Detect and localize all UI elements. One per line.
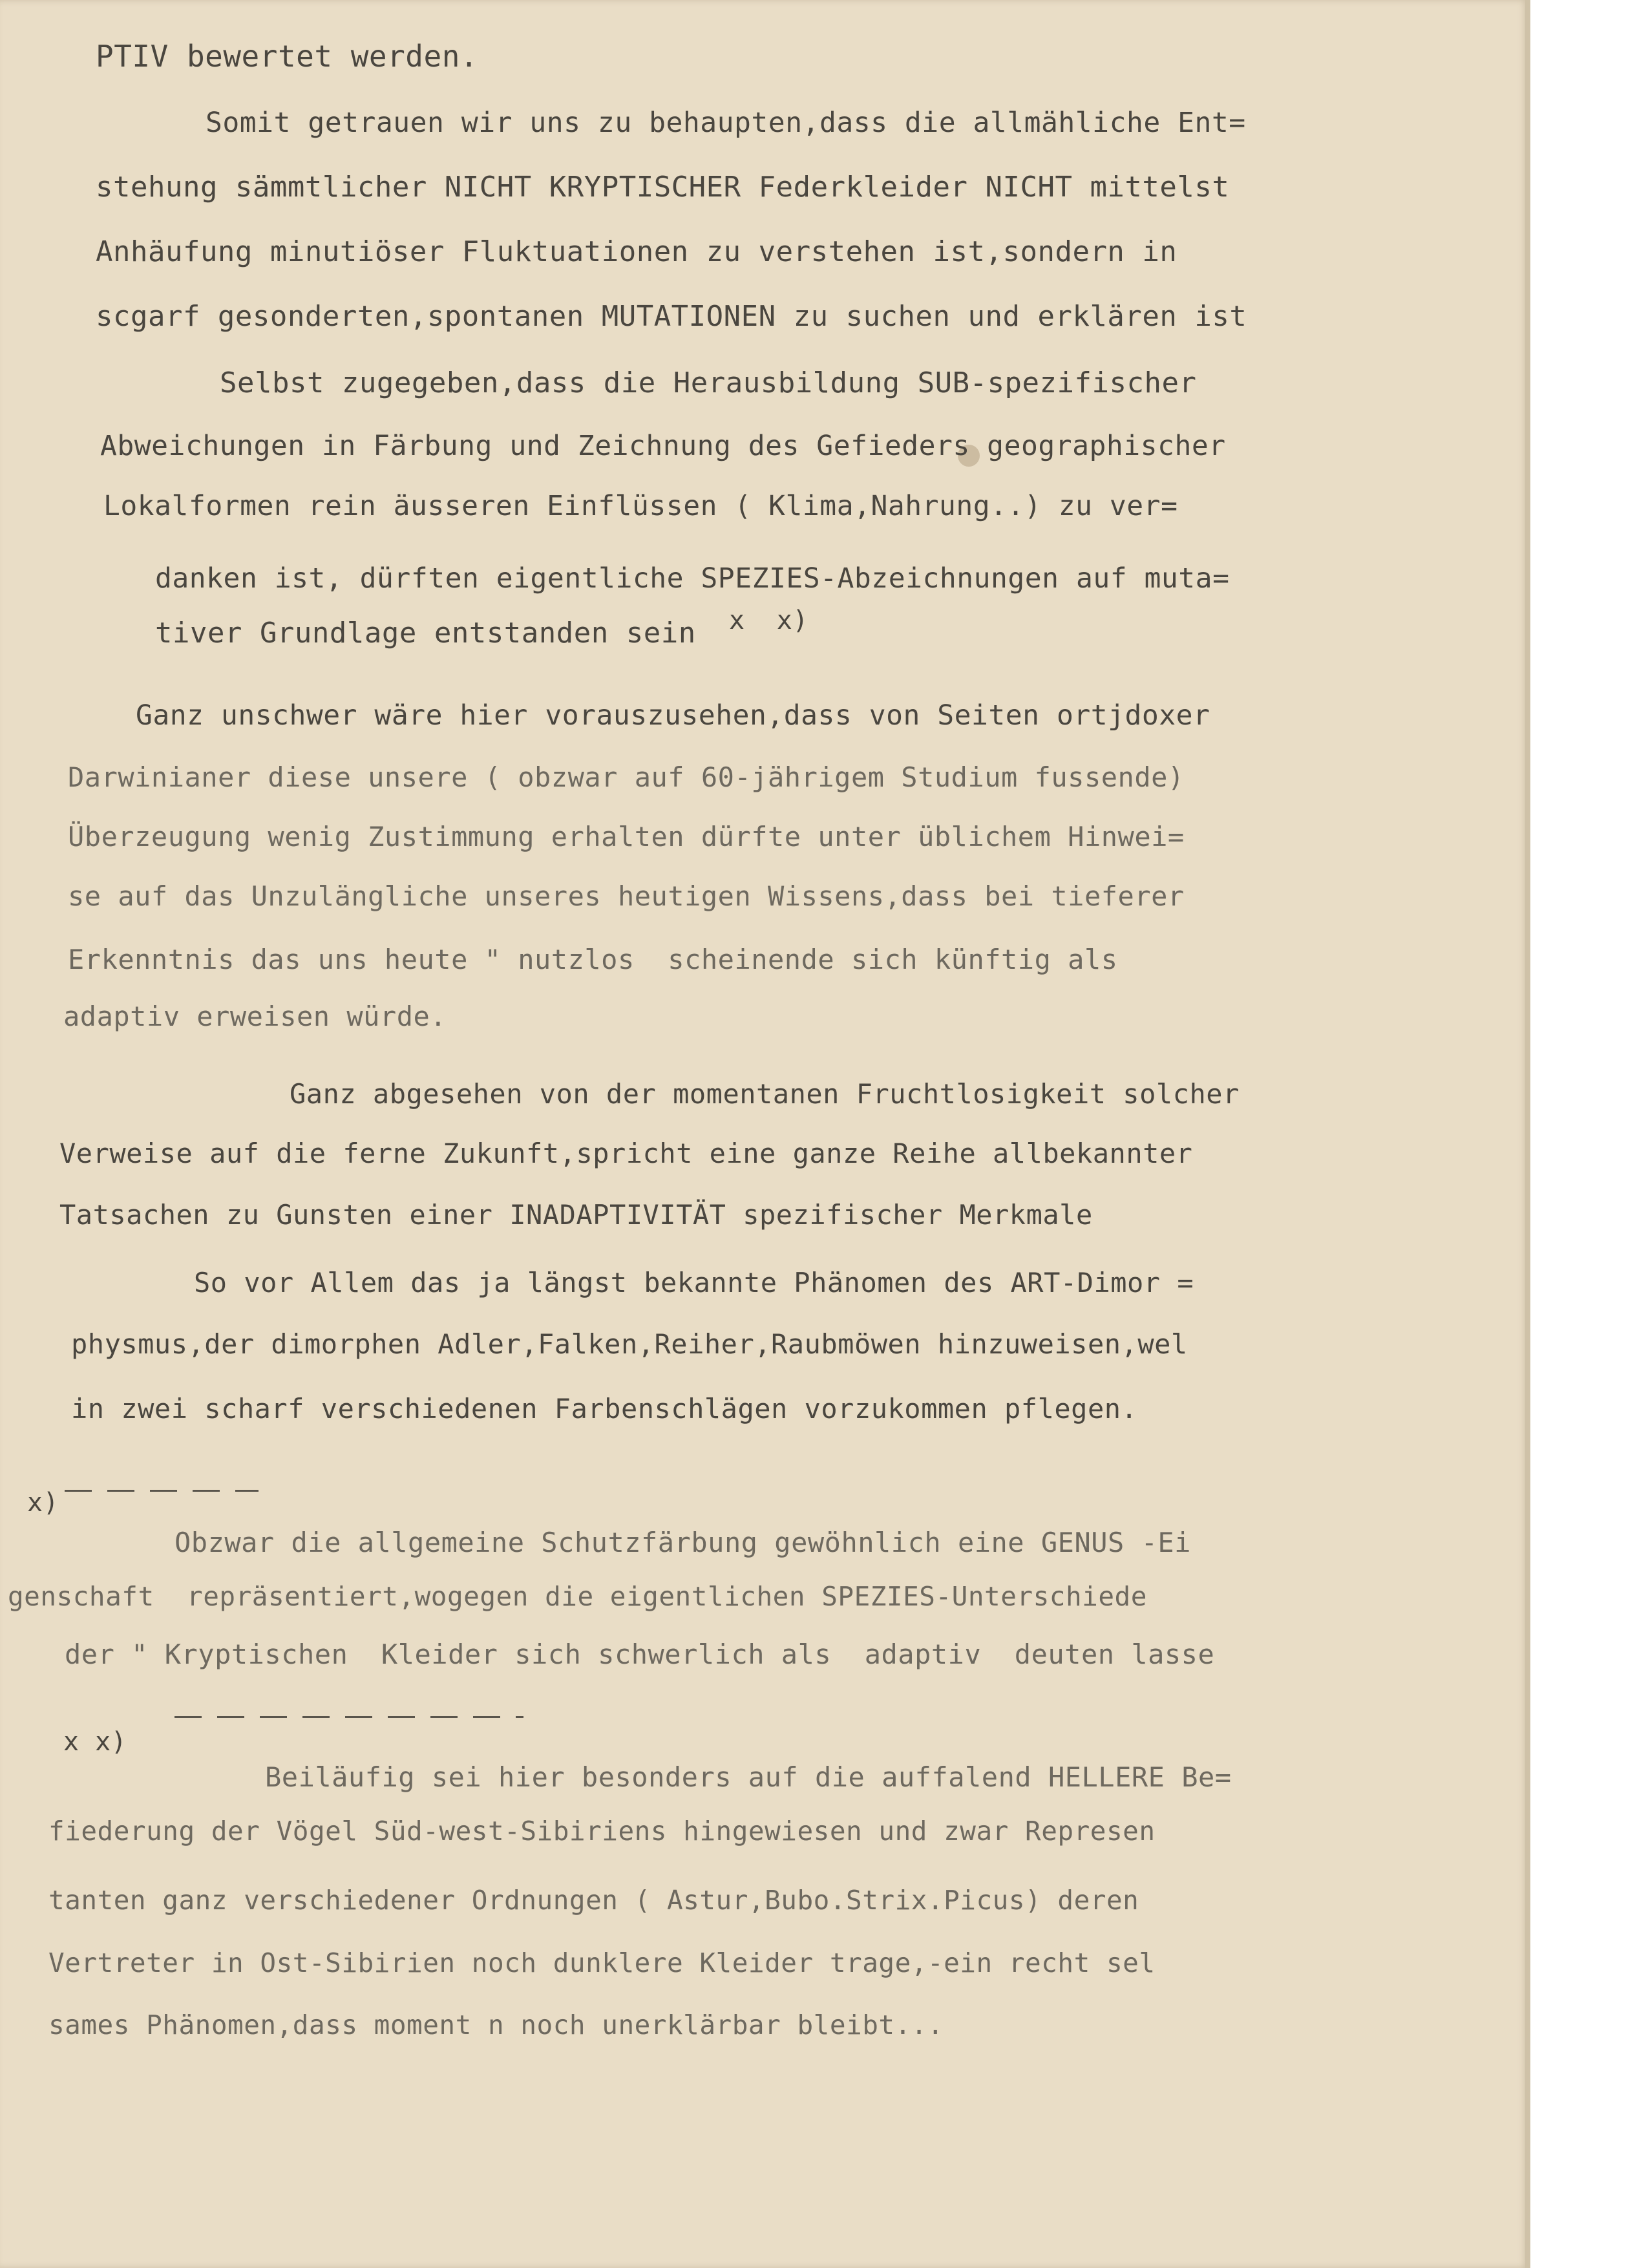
footnote-1-line-2: genschaft repräsentiert,wogegen die eigentlichen SPEZIES-Unterschiede — [8, 1581, 1147, 1612]
footnote-2-line-3: tanten ganz verschiedener Ordnungen ( Astur,Bubo.Strix.Picus) deren — [48, 1885, 1139, 1916]
footnote-marker-x: x) — [27, 1488, 59, 1518]
footnote-1-line-1: Obzwar die allgemeine Schutzfärbung gewöhnlich eine GENUS -Ei — [174, 1527, 1191, 1558]
line-15: Erkenntnis das uns heute " nutzlos scheinende sich künftig als — [68, 944, 1118, 975]
footnote-2-line-4: Vertreter in Ost-Sibirien noch dunklere Kleider trage,-ein recht sel — [48, 1947, 1156, 1978]
line-18: Verweise auf die ferne Zukunft,spricht eine ganze Reihe allbekannter — [59, 1138, 1193, 1169]
line-06: Selbst zugegeben,dass die Herausbildung SUB-spezifischer — [220, 366, 1197, 399]
line-02: Somit getrauen wir uns zu behaupten,dass die allmähliche Ent= — [206, 107, 1246, 139]
line-01: PTIV bewertet werden. — [96, 39, 479, 74]
footnote-marker-xx: x x) — [729, 606, 808, 635]
line-13: Überzeugung wenig Zustimmung erhalten dürfte unter üblichem Hinwei= — [68, 821, 1185, 853]
footnote-2-line-2: fiederung der Vögel Süd-west-Sibiriens hingewiesen und zwar Represen — [48, 1816, 1156, 1847]
line-16: adaptiv erweisen würde. — [63, 1001, 447, 1032]
page-edge — [1525, 0, 1530, 2268]
line-09: danken ist, dürften eigentliche SPEZIES-Abzeichnungen auf muta= — [155, 562, 1230, 595]
line-03: stehung sämmtlicher NICHT KRYPTISCHER Federkleider NICHT mittelst — [96, 171, 1230, 204]
footnote-marker-xx-2: x x) — [63, 1727, 127, 1757]
line-07: Abweichungen in Färbung und Zeichnung des Gefieders geographischer — [100, 430, 1226, 462]
line-14: se auf das Unzulängliche unseres heutigen Wissens,dass bei tieferer — [68, 880, 1185, 912]
line-22: in zwei scharf verschiedenen Farbenschlägen vorzukommen pflegen. — [71, 1393, 1138, 1425]
line-08: Lokalformen rein äusseren Einflüssen ( Klima,Nahrung..) zu ver= — [103, 490, 1178, 522]
footnote-separator — [65, 1490, 259, 1492]
footnote-1-line-3: der " Kryptischen Kleider sich schwerlich als adaptiv deuten lasse — [65, 1638, 1215, 1670]
line-17: Ganz abgesehen von der momentanen Fruchtlosigkeit solcher — [290, 1078, 1240, 1110]
line-19: Tatsachen zu Gunsten einer INADAPTIVITÄT spezifischer Merkmale — [59, 1199, 1093, 1231]
line-20: So vor Allem das ja längst bekannte Phänomen des ART-Dimor = — [194, 1267, 1194, 1298]
footnote-separator-2 — [174, 1716, 523, 1718]
footnote-2-line-1: Beiläufig sei hier besonders auf die auffalend HELLERE Be= — [265, 1761, 1232, 1793]
line-10: tiver Grundlage entstanden sein — [155, 617, 696, 650]
line-11: Ganz unschwer wäre hier vorauszusehen,dass von Seiten ortjdoxer — [136, 699, 1210, 732]
line-05: scgarf gesonderten,spontanen MUTATIONEN zu suchen und erklären ist — [96, 300, 1247, 333]
footnote-2-line-5: sames Phänomen,dass moment n noch unerklärbar bleibt... — [48, 2009, 944, 2040]
line-12: Darwinianer diese unsere ( obzwar auf 60-jährigem Studium fussende) — [68, 761, 1185, 793]
line-04: Anhäufung minutiöser Fluktuationen zu verstehen ist,sondern in — [96, 235, 1178, 268]
line-21: physmus,der dimorphen Adler,Falken,Reiher,Raubmöwen hinzuweisen,wel — [71, 1328, 1188, 1360]
